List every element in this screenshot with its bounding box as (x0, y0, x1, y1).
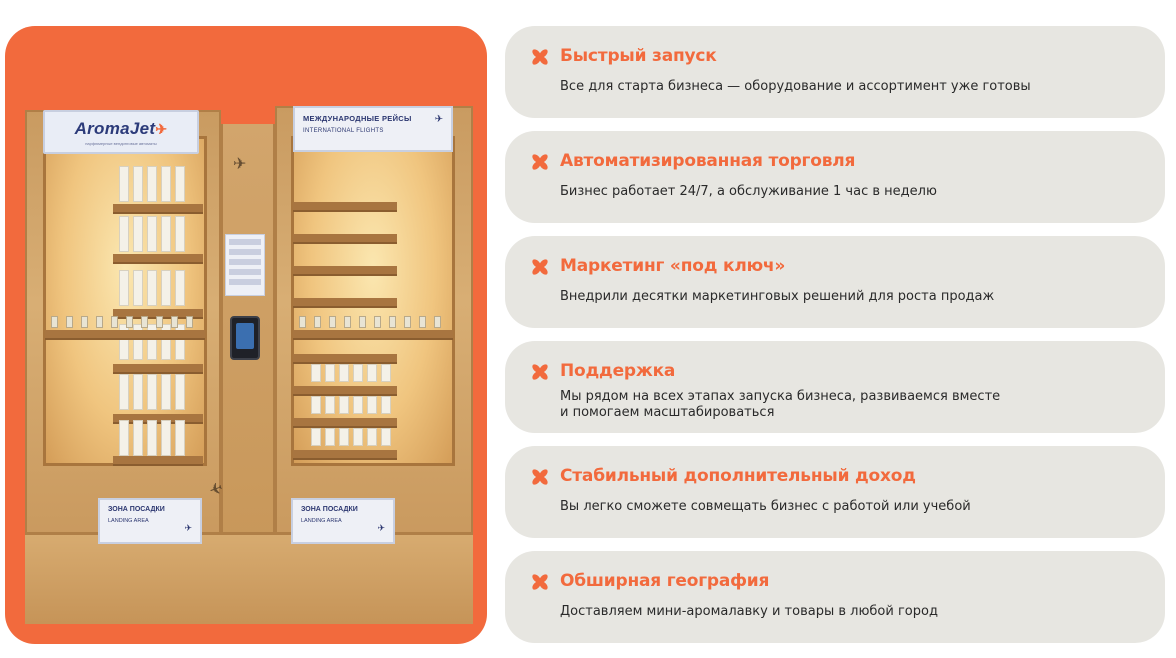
shelf (113, 254, 203, 262)
perfume-box (175, 420, 185, 456)
perfume-box (119, 216, 129, 252)
sample-bottle (186, 316, 193, 328)
shelf (113, 364, 203, 372)
landing-area-sign-left (98, 498, 202, 544)
sample-bottle (314, 316, 321, 328)
vending-machine-photo (25, 84, 473, 624)
shelf (113, 456, 203, 464)
perfume-box (325, 396, 335, 414)
flight-sign-en: INTERNATIONAL FLIGHTS (303, 128, 384, 134)
shelf (113, 204, 203, 212)
asterisk-icon (529, 571, 551, 593)
perfume-box (353, 396, 363, 414)
asterisk-icon (529, 256, 551, 278)
perfume-box (133, 420, 143, 456)
sample-bottle (141, 316, 148, 328)
perfume-box (175, 166, 185, 202)
shelf (293, 450, 397, 458)
feature-title: Обширная география (560, 571, 770, 591)
feature-card (505, 446, 1165, 538)
plane-icon: ✈ (434, 114, 443, 125)
perfume-box (353, 364, 363, 382)
perfume-box (381, 364, 391, 382)
sample-shelf (45, 330, 205, 338)
landing-sign-ru: ЗОНА ПОСАДКИ (108, 506, 165, 513)
perfume-box (325, 364, 335, 382)
perfume-box (133, 374, 143, 410)
shelf (293, 386, 397, 394)
feature-card (505, 236, 1165, 328)
perfume-box (367, 428, 377, 446)
sample-bottle (434, 316, 441, 328)
asterisk-icon (529, 151, 551, 173)
perfume-box (147, 270, 157, 306)
perfume-box (311, 364, 321, 382)
asterisk-icon (529, 361, 551, 383)
perfume-box (133, 216, 143, 252)
perfume-box (161, 216, 171, 252)
landing-area-sign-right (291, 498, 395, 544)
sample-bottle (111, 316, 118, 328)
landing-sign-ru: ЗОНА ПОСАДКИ (301, 506, 358, 513)
asterisk-icon (529, 466, 551, 488)
perfume-box (367, 364, 377, 382)
feature-card (505, 551, 1165, 643)
sample-bottle (81, 316, 88, 328)
perfume-box (175, 374, 185, 410)
landing-sign-en: LANDING AREA (108, 518, 149, 524)
sample-bottle (404, 316, 411, 328)
perfume-box (119, 166, 129, 202)
sample-bottle (389, 316, 396, 328)
perfume-box (147, 216, 157, 252)
sample-bottle (419, 316, 426, 328)
shelf (293, 234, 397, 242)
feature-title: Поддержка (560, 361, 676, 381)
feature-text: Внедрили десятки маркетинговых решений для роста продаж (560, 289, 995, 304)
perfume-box (161, 166, 171, 202)
brand-logo: AromaJet✈ (74, 118, 168, 138)
sample-bottle (329, 316, 336, 328)
perfume-box (339, 396, 349, 414)
plane-icon: ✈ (184, 524, 192, 534)
feature-card (505, 26, 1165, 118)
sample-bottle (344, 316, 351, 328)
feature-title: Стабильный дополнительный доход (560, 466, 916, 486)
flight-sign-ru: МЕЖДУНАРОДНЫЕ РЕЙСЫ (303, 114, 412, 123)
machine-base (25, 532, 473, 624)
shelf (293, 418, 397, 426)
perfume-box (175, 270, 185, 306)
perfume-box (133, 270, 143, 306)
asterisk-icon (529, 46, 551, 68)
perfume-box (339, 364, 349, 382)
perfume-box (161, 420, 171, 456)
info-stickers (225, 234, 265, 296)
plane-icon: ✈ (377, 524, 385, 534)
sample-bottle (171, 316, 178, 328)
international-flights-sign (293, 106, 453, 152)
feature-text: Все для старта бизнеса — оборудование и ассортимент уже готовы (560, 79, 1031, 94)
perfume-box (119, 270, 129, 306)
perfume-box (119, 374, 129, 410)
perfume-box (161, 374, 171, 410)
feature-text: Бизнес работает 24/7, а обслуживание 1 час в неделю (560, 184, 937, 199)
sample-bottle (359, 316, 366, 328)
sample-bottle (156, 316, 163, 328)
terminal-screen (236, 323, 254, 349)
perfume-box (325, 428, 335, 446)
shelf (293, 202, 397, 210)
perfume-box (175, 216, 185, 252)
payment-terminal (230, 316, 260, 360)
plane-decal-icon: ✈ (233, 154, 247, 173)
perfume-box (161, 270, 171, 306)
perfume-box (147, 374, 157, 410)
shelf (293, 298, 397, 306)
perfume-box (381, 396, 391, 414)
sample-bottle (51, 316, 58, 328)
shelf (293, 266, 397, 274)
sample-bottle (126, 316, 133, 328)
perfume-box (353, 428, 363, 446)
feature-text: Вы легко сможете совмещать бизнес с работой или учебой (560, 499, 971, 514)
feature-card (505, 341, 1165, 433)
brand-sign (43, 110, 199, 154)
perfume-box (147, 166, 157, 202)
perfume-box (339, 428, 349, 446)
landing-sign-en: LANDING AREA (301, 518, 342, 524)
perfume-box (367, 396, 377, 414)
feature-text: Доставляем мини-аромалавку и товары в любой город (560, 604, 938, 619)
feature-title: Автоматизированная торговля (560, 151, 856, 171)
sample-shelf (293, 330, 453, 338)
perfume-box (133, 166, 143, 202)
perfume-box (381, 428, 391, 446)
sample-bottle (374, 316, 381, 328)
feature-title: Быстрый запуск (560, 46, 717, 66)
plane-decal-icon: ✈ (206, 477, 226, 500)
perfume-box (147, 420, 157, 456)
product-photo-panel (5, 26, 487, 644)
sample-bottle (299, 316, 306, 328)
brand-tagline: парфюмерные вендинговые автоматы (85, 140, 157, 146)
feature-text: Мы рядом на всех этапах запуска бизнеса, развиваемся вместе и помогаем масштабироваться (560, 389, 1001, 420)
perfume-box (311, 428, 321, 446)
feature-title: Маркетинг «под ключ» (560, 256, 786, 276)
shelf (293, 354, 397, 362)
perfume-box (311, 396, 321, 414)
feature-card (505, 131, 1165, 223)
sample-bottle (96, 316, 103, 328)
plane-icon: ✈ (155, 120, 168, 137)
perfume-box (119, 420, 129, 456)
sample-bottle (66, 316, 73, 328)
